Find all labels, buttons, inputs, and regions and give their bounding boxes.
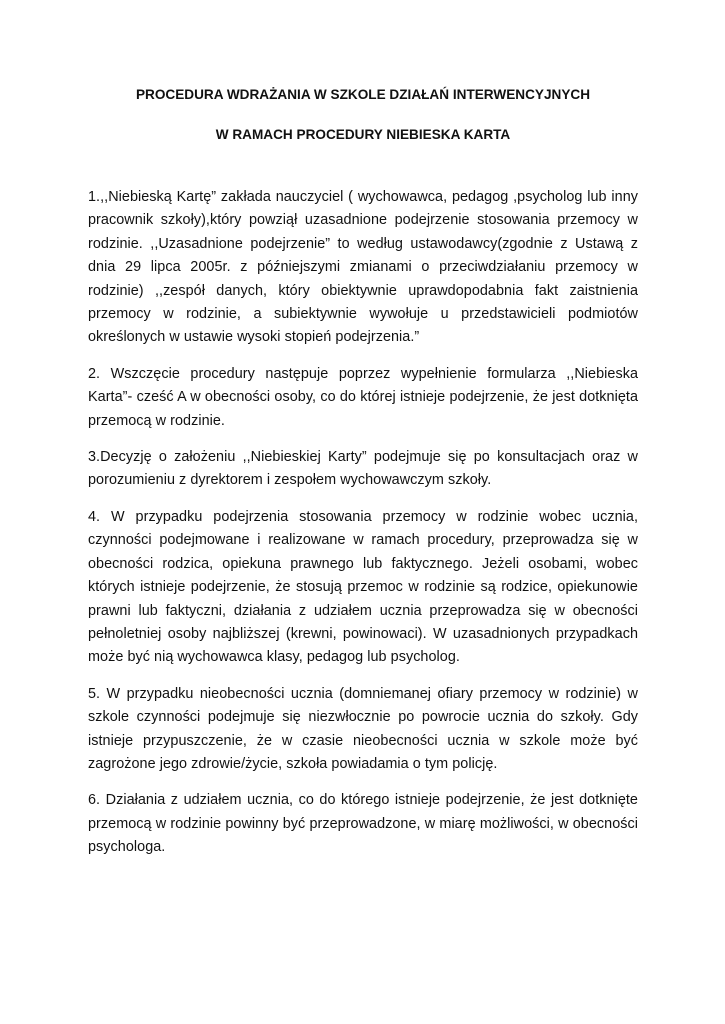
paragraph-5: 5. W przypadku nieobecności ucznia (domniemanej ofiary przemocy w rodzinie) w szkole czynności podejmuje się niezwłocznie po powrocie ucznia do szkoły. Gdy istnieje przypuszczenie, że w czasie nieobecności ucznia w szkole może być zagrożone jego zdrowie/życie, szkoła powiadamia o tym policję. <box>88 685 638 772</box>
document-body <box>88 186 638 860</box>
document-title-line-1: PROCEDURA WDRAŻANIA W SZKOLE DZIAŁAŃ INTERWENCYJNYCH <box>135 87 591 102</box>
paragraph-1: 1.,,Niebieską Kartę” zakłada nauczyciel ( wychowawca, pedagog ,psycholog lub inny pracownik szkoły),który powziął uzasadnione podejrzenie stosowania przemocy w rodzinie. ,,Uzasadnione podejrzenie” to według ustawodawcy(zgodnie z Ustawą z dnia 29 lipca 2005r. z późniejszymi zmianami o przeciwdziałaniu przemocy w rodzinie) ,,zespół danych, który obiektywnie uprawdopodabnia fakt zaistnienia przemocy w rodzinie, a subiektywnie wywołuje u przedstawicieli podmiotów określonych w ustawie wysoki stopień podejrzenia.” <box>88 189 638 346</box>
document-title-line-2: W RAMACH PROCEDURY NIEBIESKA KARTA <box>215 127 511 142</box>
paragraph-3: 3.Decyzję o założeniu ,,Niebieskiej Karty” podejmuje się po konsultacjach oraz w porozumieniu z dyrektorem i zespołem wychowawczym szkoły. <box>88 449 638 489</box>
paragraph-2: 2. Wszczęcie procedury następuje poprzez wypełnienie formularza ,,Niebieska Karta”- cześć A w obecności osoby, co do której istnieje podejrzenie, że jest dotknięta przemocą w rodzinie. <box>88 365 638 429</box>
paragraph-4: 4. W przypadku podejrzenia stosowania przemocy w rodzinie wobec ucznia, czynności podejmowane i realizowane w ramach procedury, przeprowadza się w obecności rodzica, opiekuna prawnego lub faktycznego. Jeżeli osobami, wobec których istnieje podejrzenie, że stosują przemoc w rodzinie są rodzice, opiekunowie prawni lub faktyczni, działania z udziałem ucznia przeprowadza się w obecności pełnoletniej osoby najbliższej (krewni, powinowaci). W uzasadnionych przypadkach może być nią wychowawca klasy, pedagog lub psycholog. <box>88 508 638 666</box>
paragraph-6: 6. Działania z udziałem ucznia, co do którego istnieje podejrzenie, że jest dotknięte przemocą w rodzinie powinny być przeprowadzone, w miarę możliwości, w obecności psychologa. <box>88 792 638 856</box>
